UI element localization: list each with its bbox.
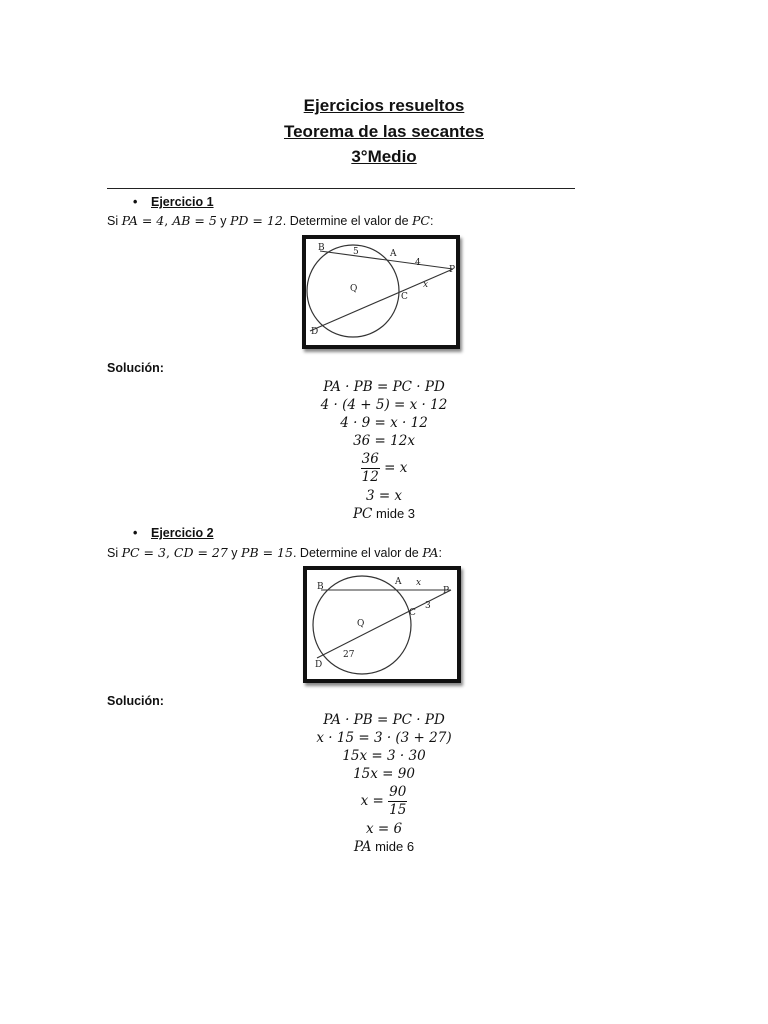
statement-math-pd: PD = 12 bbox=[230, 213, 283, 228]
statement-text: . Determine el valor de bbox=[282, 214, 413, 228]
label-d: D bbox=[311, 327, 319, 337]
statement-math-target: PA bbox=[422, 545, 439, 560]
exercise-2-solution-label: Solución: bbox=[107, 694, 164, 708]
label-c: C bbox=[409, 608, 416, 618]
ex1-step-5 bbox=[0, 451, 768, 486]
fraction-denominator: 12 bbox=[361, 469, 379, 485]
statement-text: . Determine el valor de bbox=[292, 546, 423, 560]
ex2-step-5 bbox=[0, 784, 768, 819]
label-a: A bbox=[395, 577, 402, 587]
exercise-2-statement bbox=[107, 545, 442, 560]
label-3: 3 bbox=[425, 601, 431, 611]
exercise-1-statement bbox=[107, 213, 433, 228]
label-x: x bbox=[423, 280, 429, 290]
title-line-3: 3°Medio bbox=[351, 147, 417, 166]
label-b: B bbox=[318, 243, 325, 253]
ex2-step-1: PA · PB = PC · PD bbox=[323, 712, 445, 728]
label-5: 5 bbox=[353, 247, 359, 257]
fraction-numerator: 36 bbox=[361, 451, 379, 467]
label-p: P bbox=[449, 265, 456, 275]
ex1-step-5-rhs: = x bbox=[379, 460, 408, 476]
result-text: mide 6 bbox=[371, 839, 415, 854]
statement-text: y bbox=[227, 546, 242, 560]
exercise-1-figure bbox=[302, 235, 460, 349]
label-q: Q bbox=[350, 284, 358, 294]
label-b: B bbox=[317, 582, 324, 592]
fraction bbox=[388, 784, 407, 819]
fraction bbox=[361, 451, 380, 486]
label-a: A bbox=[390, 249, 397, 259]
ex1-result bbox=[0, 506, 768, 522]
statement-math-cd: CD = 27 bbox=[173, 545, 228, 560]
title-line-1: Ejercicios resueltos bbox=[303, 96, 465, 115]
exercise-1-solution-label: Solución: bbox=[107, 361, 164, 375]
ex2-step-2: x · 15 = 3 · (3 + 27) bbox=[316, 730, 452, 746]
statement-text: y bbox=[216, 214, 231, 228]
fraction-denominator: 15 bbox=[389, 802, 407, 818]
statement-math-target: PC bbox=[412, 213, 430, 228]
secant-diagram-2 bbox=[307, 570, 457, 679]
statement-text: Si bbox=[107, 214, 122, 228]
label-c: C bbox=[401, 292, 408, 302]
secant-pcd bbox=[310, 269, 453, 331]
ex2-step-3: 15x = 3 · 30 bbox=[342, 748, 426, 764]
ex2-step-4: 15x = 90 bbox=[353, 766, 415, 782]
document-title bbox=[0, 93, 768, 170]
statement-text: : bbox=[438, 546, 442, 560]
statement-text: Si bbox=[107, 546, 122, 560]
statement-text: : bbox=[430, 214, 434, 228]
result-text: mide 3 bbox=[372, 506, 416, 521]
statement-math-pc: PC = 3 bbox=[121, 545, 166, 560]
ex1-step-1: PA · PB = PC · PD bbox=[323, 379, 445, 395]
statement-math-pb: PB = 15 bbox=[241, 545, 293, 560]
exercise-2-heading-text: Ejercicio 2 bbox=[151, 526, 214, 540]
ex2-step-6: x = 6 bbox=[365, 821, 403, 837]
bullet-icon: • bbox=[133, 195, 138, 209]
label-x: x bbox=[416, 578, 422, 588]
label-27: 27 bbox=[343, 650, 355, 660]
label-q: Q bbox=[357, 619, 365, 629]
bullet-icon: • bbox=[133, 526, 138, 540]
ex2-step-5-lhs: x = bbox=[360, 793, 389, 809]
result-variable: PC bbox=[352, 506, 373, 522]
statement-text: , bbox=[165, 545, 174, 560]
secant-pcd bbox=[317, 590, 451, 658]
secant-pab bbox=[320, 251, 453, 269]
exercise-2-heading bbox=[133, 526, 214, 540]
statement-text: , bbox=[164, 213, 173, 228]
secant-diagram-1 bbox=[306, 239, 456, 345]
label-d: D bbox=[315, 660, 323, 670]
statement-math-pa: PA = 4 bbox=[121, 213, 165, 228]
exercise-1-heading bbox=[133, 195, 214, 209]
ex1-step-6: 3 = x bbox=[365, 488, 403, 504]
horizontal-rule bbox=[107, 188, 575, 189]
ex2-result bbox=[0, 839, 768, 855]
ex1-step-2: 4 · (4 + 5) = x · 12 bbox=[320, 397, 448, 413]
exercise-2-figure bbox=[303, 566, 461, 683]
result-variable: PA bbox=[353, 839, 372, 855]
ex1-step-4: 36 = 12x bbox=[353, 433, 415, 449]
exercise-1-heading-text: Ejercicio 1 bbox=[151, 195, 214, 209]
label-4: 4 bbox=[415, 258, 421, 268]
fraction-numerator: 90 bbox=[389, 784, 407, 800]
ex1-step-3: 4 · 9 = x · 12 bbox=[340, 415, 428, 431]
statement-math-ab: AB = 5 bbox=[172, 213, 217, 228]
label-p: P bbox=[443, 586, 450, 596]
title-line-2: Teorema de las secantes bbox=[283, 121, 484, 141]
